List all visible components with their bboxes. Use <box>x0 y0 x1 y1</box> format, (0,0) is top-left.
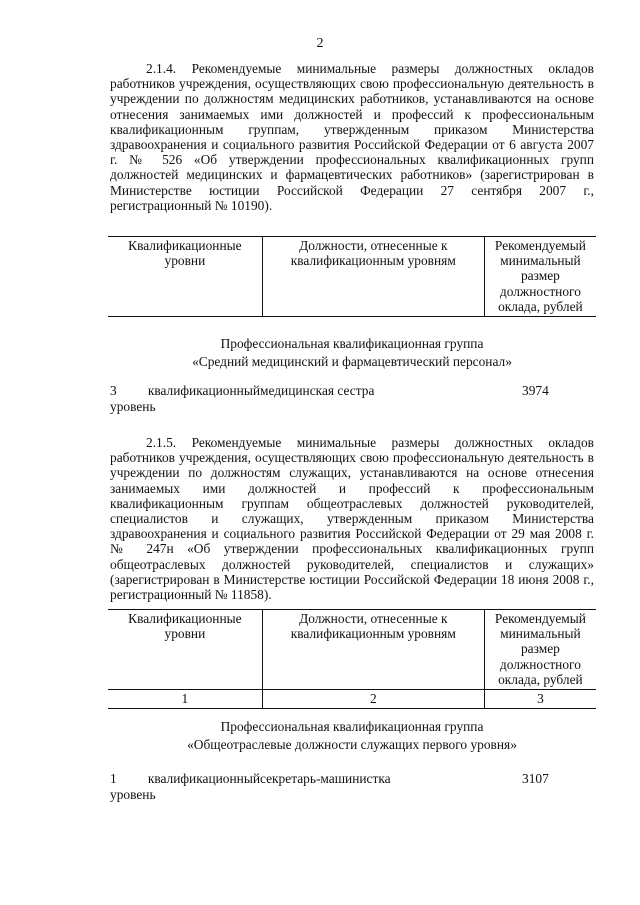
column-number-1: 1 <box>108 690 262 709</box>
entry-salary: 3974 <box>522 383 549 398</box>
qualification-group-title-2 <box>110 718 594 754</box>
header-qualification-levels: Квалификационные уровни <box>108 610 262 690</box>
group-name: «Средний медицинский и фармацевтический персонал» <box>192 354 512 369</box>
entry-position: секретарь-машинистка <box>260 771 391 786</box>
header-qualification-levels: Квалификационные уровни <box>108 237 262 317</box>
entry-level: 3 квалификационный уровень <box>110 383 260 414</box>
header-min-salary: Рекомендуемый минимальный размер должностного оклада, рублей <box>484 610 596 690</box>
header-min-salary: Рекомендуемый минимальный размер должностного оклада, рублей <box>484 237 596 317</box>
table-header-row <box>108 610 596 690</box>
qualification-group-title-1 <box>110 335 594 371</box>
qualification-table-1 <box>108 236 596 317</box>
entry-position: медицинская сестра <box>260 383 375 398</box>
paragraph-2-1-4: 2.1.4. Рекомендуемые минимальные размеры должностных окладов работников учреждения, осуществляющих свою профессиональную деятельность в учреждении по должностям медицинских работников, устанавливаются на основе отнесения занимаемых ими должностей и профессий к профессиональным квалификационным группам, утвержденным приказом Министерства здравоохранения и социального развития Российской Федерации от 6 августа 2007 г. № 526 «Об утверждении профессиональных квалификационных групп должностей медицинских и фармацевтических работников» (зарегистрирован в Министерстве юстиции Российской Федерации 27 сентября 2007 г., регистрационный № 10190). <box>110 61 594 213</box>
header-positions: Должности, отнесенные к квалификационным уровням <box>262 237 484 317</box>
column-number-2: 2 <box>262 690 484 709</box>
entry-level: 1 квалификационный уровень <box>110 771 260 802</box>
group-title-line: Профессиональная квалификационная группа <box>220 336 484 351</box>
group-title-line: Профессиональная квалификационная группа <box>220 719 484 734</box>
entry-salary: 3107 <box>522 771 549 786</box>
table-header-row <box>108 237 596 317</box>
paragraph-2-1-5: 2.1.5. Рекомендуемые минимальные размеры должностных окладов работников учреждения, осуществляющих свою профессиональную деятельность в учреждении по должностям служащих, устанавливаются на основе отнесения занимаемых ими должностей и профессий к профессиональным квалификационным группам общеотраслевых должностей руководителей, специалистов и служащих, утвержденным приказом Министерства здравоохранения и социального развития Российской Федерации от 29 мая 2008 г. № 247н «Об утверждении профессиональных квалификационных групп общеотраслевых должностей руководителей, специалистов и служащих» (зарегистрирован в Министерстве юстиции Российской Федерации 18 июня 2008 г., регистрационный № 11858). <box>110 435 594 603</box>
column-number-3: 3 <box>484 690 596 709</box>
group-name: «Общеотраслевые должности служащих первого уровня» <box>187 737 517 752</box>
table-column-numbers-row <box>108 690 596 709</box>
page-number: 2 <box>316 36 324 51</box>
qualification-table-2 <box>108 609 596 709</box>
header-positions: Должности, отнесенные к квалификационным уровням <box>262 610 484 690</box>
